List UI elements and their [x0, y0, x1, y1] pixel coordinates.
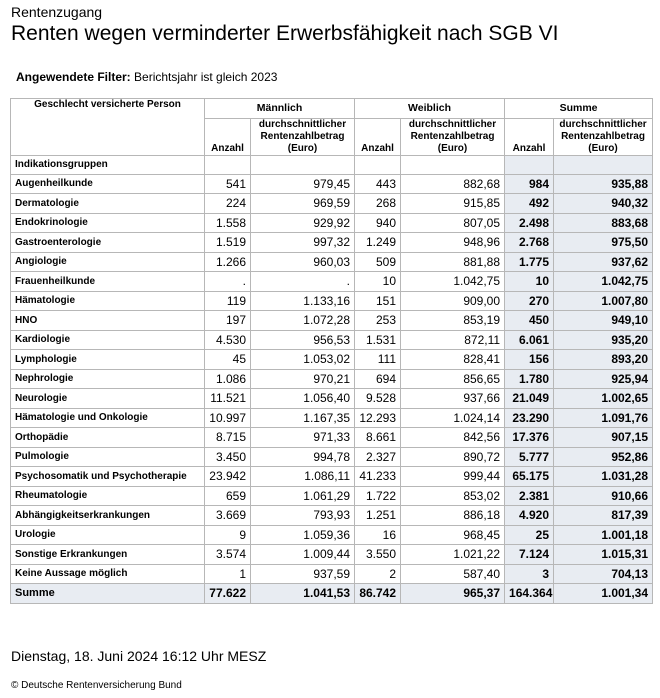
table-row [11, 506, 653, 526]
cell-count-weiblich: 9.528 [355, 389, 401, 409]
cell-avg-weiblich: 1.021,22 [401, 545, 505, 565]
cell-count-summe: 23.290 [505, 408, 554, 428]
total-count-maennlich: 77.622 [205, 584, 251, 604]
cell-count-maennlich: 8.715 [205, 428, 251, 448]
table-row [11, 408, 653, 428]
cell-count-maennlich: . [205, 272, 251, 292]
cell-count-maennlich: 1.266 [205, 252, 251, 272]
cell-avg-summe: 925,94 [554, 369, 653, 389]
cell-count-summe: 17.376 [505, 428, 554, 448]
row-label: Hämatologie und Onkologie [11, 408, 205, 428]
filter-label: Angewendete Filter: [16, 70, 131, 84]
table-row [11, 486, 653, 506]
empty-cell [505, 155, 554, 174]
cell-count-summe: 4.920 [505, 506, 554, 526]
cell-avg-weiblich: 1.024,14 [401, 408, 505, 428]
table-row [11, 525, 653, 545]
cell-count-weiblich: 509 [355, 252, 401, 272]
page-title: Renten wegen verminderter Erwerbsfähigkeit nach SGB VI [11, 22, 559, 45]
cell-count-maennlich: 3.450 [205, 447, 251, 467]
row-label: Urologie [11, 525, 205, 545]
table-row [11, 467, 653, 487]
cell-count-weiblich: 1.722 [355, 486, 401, 506]
empty-cell [355, 155, 401, 174]
cell-avg-weiblich: 587,40 [401, 564, 505, 584]
cell-count-maennlich: 23.942 [205, 467, 251, 487]
cell-count-summe: 270 [505, 291, 554, 311]
cell-count-weiblich: 940 [355, 213, 401, 233]
table-row [11, 447, 653, 467]
cell-avg-summe: 1.031,28 [554, 467, 653, 487]
cell-avg-summe: 1.091,76 [554, 408, 653, 428]
cell-avg-weiblich: 937,66 [401, 389, 505, 409]
cell-count-maennlich: 197 [205, 311, 251, 331]
total-count-weiblich: 86.742 [355, 584, 401, 604]
cell-count-maennlich: 1.558 [205, 213, 251, 233]
cell-avg-weiblich: 842,56 [401, 428, 505, 448]
cell-avg-weiblich: 853,02 [401, 486, 505, 506]
cell-avg-summe: 952,86 [554, 447, 653, 467]
cell-avg-maennlich: 1.009,44 [251, 545, 355, 565]
corner-header: Geschlecht versicherte Person [11, 99, 205, 156]
total-avg-summe: 1.001,34 [554, 584, 653, 604]
cell-count-maennlich: 11.521 [205, 389, 251, 409]
cell-avg-maennlich: 1.072,28 [251, 311, 355, 331]
cell-count-weiblich: 41.233 [355, 467, 401, 487]
col-header-count: Anzahl [355, 118, 401, 155]
cell-avg-weiblich: 828,41 [401, 350, 505, 370]
col-header-avg: durchschnittlicher Rentenzahlbetrag (Euro) [554, 118, 653, 155]
statistics-table [10, 98, 653, 604]
empty-cell [205, 155, 251, 174]
cell-avg-maennlich: 929,92 [251, 213, 355, 233]
row-label: Hämatologie [11, 291, 205, 311]
cell-avg-maennlich: 937,59 [251, 564, 355, 584]
cell-count-maennlich: 1.086 [205, 369, 251, 389]
cell-avg-maennlich: 1.059,36 [251, 525, 355, 545]
row-label: Endokrinologie [11, 213, 205, 233]
cell-avg-maennlich: 960,03 [251, 252, 355, 272]
empty-cell [401, 155, 505, 174]
row-label: Nephrologie [11, 369, 205, 389]
cell-count-weiblich: 8.661 [355, 428, 401, 448]
cell-count-maennlich: 541 [205, 174, 251, 194]
cell-count-weiblich: 16 [355, 525, 401, 545]
timestamp: Dienstag, 18. Juni 2024 16:12 Uhr MESZ [11, 648, 267, 664]
col-header-count: Anzahl [505, 118, 554, 155]
row-label: Abhängigkeitserkrankungen [11, 506, 205, 526]
table-row [11, 545, 653, 565]
row-label: Rheumatologie [11, 486, 205, 506]
cell-avg-summe: 1.042,75 [554, 272, 653, 292]
table-row [11, 350, 653, 370]
table-row [11, 564, 653, 584]
cell-avg-summe: 1.007,80 [554, 291, 653, 311]
cell-count-weiblich: 1.531 [355, 330, 401, 350]
cell-avg-weiblich: 853,19 [401, 311, 505, 331]
cell-count-maennlich: 3.669 [205, 506, 251, 526]
cell-count-maennlich: 1.519 [205, 233, 251, 253]
cell-count-summe: 156 [505, 350, 554, 370]
cell-count-summe: 10 [505, 272, 554, 292]
cell-avg-weiblich: 890,72 [401, 447, 505, 467]
section-row [11, 155, 653, 174]
cell-count-weiblich: 268 [355, 194, 401, 214]
total-avg-weiblich: 965,37 [401, 584, 505, 604]
row-label: HNO [11, 311, 205, 331]
cell-count-summe: 2.381 [505, 486, 554, 506]
cell-avg-weiblich: 856,65 [401, 369, 505, 389]
cell-avg-weiblich: 999,44 [401, 467, 505, 487]
group-header-summe: Summe [505, 99, 653, 119]
group-header-weiblich: Weiblich [355, 99, 505, 119]
cell-count-weiblich: 253 [355, 311, 401, 331]
cell-count-weiblich: 694 [355, 369, 401, 389]
cell-avg-summe: 1.015,31 [554, 545, 653, 565]
cell-avg-weiblich: 881,88 [401, 252, 505, 272]
cell-avg-summe: 883,68 [554, 213, 653, 233]
cell-avg-weiblich: 872,11 [401, 330, 505, 350]
table-row [11, 252, 653, 272]
cell-avg-weiblich: 886,18 [401, 506, 505, 526]
cell-count-summe: 21.049 [505, 389, 554, 409]
cell-avg-maennlich: 793,93 [251, 506, 355, 526]
copyright-notice: © Deutsche Rentenversicherung Bund [11, 680, 182, 691]
table-row [11, 330, 653, 350]
table-row [11, 428, 653, 448]
cell-count-weiblich: 443 [355, 174, 401, 194]
cell-count-maennlich: 4.530 [205, 330, 251, 350]
cell-avg-summe: 1.002,65 [554, 389, 653, 409]
table-row [11, 233, 653, 253]
row-label: Sonstige Erkrankungen [11, 545, 205, 565]
cell-avg-summe: 1.001,18 [554, 525, 653, 545]
cell-count-maennlich: 3.574 [205, 545, 251, 565]
cell-avg-summe: 940,32 [554, 194, 653, 214]
cell-avg-maennlich: 971,33 [251, 428, 355, 448]
group-header-maennlich: Männlich [205, 99, 355, 119]
cell-avg-maennlich: 997,32 [251, 233, 355, 253]
cell-count-weiblich: 1.249 [355, 233, 401, 253]
row-label: Frauenheilkunde [11, 272, 205, 292]
cell-avg-weiblich: 948,96 [401, 233, 505, 253]
cell-count-maennlich: 659 [205, 486, 251, 506]
cell-avg-summe: 817,39 [554, 506, 653, 526]
cell-count-maennlich: 119 [205, 291, 251, 311]
row-label: Kardiologie [11, 330, 205, 350]
row-label: Lymphologie [11, 350, 205, 370]
cell-count-weiblich: 1.251 [355, 506, 401, 526]
empty-cell [251, 155, 355, 174]
cell-avg-weiblich: 909,00 [401, 291, 505, 311]
total-count-summe: 164.364 [505, 584, 554, 604]
cell-avg-weiblich: 968,45 [401, 525, 505, 545]
cell-avg-summe: 949,10 [554, 311, 653, 331]
cell-count-summe: 1.775 [505, 252, 554, 272]
cell-count-summe: 2.768 [505, 233, 554, 253]
cell-avg-maennlich: 970,21 [251, 369, 355, 389]
cell-avg-summe: 910,66 [554, 486, 653, 506]
table-row [11, 311, 653, 331]
cell-count-summe: 450 [505, 311, 554, 331]
table-row [11, 369, 653, 389]
row-label: Keine Aussage möglich [11, 564, 205, 584]
cell-avg-maennlich: 1.056,40 [251, 389, 355, 409]
table-row [11, 272, 653, 292]
cell-avg-weiblich: 882,68 [401, 174, 505, 194]
cell-avg-maennlich: 994,78 [251, 447, 355, 467]
table-row [11, 194, 653, 214]
cell-avg-summe: 935,20 [554, 330, 653, 350]
cell-count-summe: 984 [505, 174, 554, 194]
row-label: Gastroenterologie [11, 233, 205, 253]
cell-count-maennlich: 224 [205, 194, 251, 214]
table-row [11, 389, 653, 409]
total-row [11, 584, 653, 604]
cell-avg-maennlich: 1.167,35 [251, 408, 355, 428]
cell-avg-summe: 937,62 [554, 252, 653, 272]
cell-count-summe: 5.777 [505, 447, 554, 467]
total-avg-maennlich: 1.041,53 [251, 584, 355, 604]
cell-count-maennlich: 1 [205, 564, 251, 584]
cell-count-weiblich: 151 [355, 291, 401, 311]
total-label: Summe [11, 584, 205, 604]
row-label: Neurologie [11, 389, 205, 409]
cell-avg-summe: 975,50 [554, 233, 653, 253]
cell-count-weiblich: 2.327 [355, 447, 401, 467]
row-label: Augenheilkunde [11, 174, 205, 194]
row-label: Orthopädie [11, 428, 205, 448]
cell-avg-weiblich: 915,85 [401, 194, 505, 214]
cell-avg-maennlich: 1.086,11 [251, 467, 355, 487]
filter-value: Berichtsjahr ist gleich 2023 [134, 70, 278, 84]
cell-avg-weiblich: 807,05 [401, 213, 505, 233]
cell-avg-summe: 704,13 [554, 564, 653, 584]
section-label: Indikationsgruppen [11, 155, 205, 174]
cell-avg-maennlich: . [251, 272, 355, 292]
row-label: Psychosomatik und Psychotherapie [11, 467, 205, 487]
cell-avg-summe: 907,15 [554, 428, 653, 448]
cell-avg-maennlich: 1.053,02 [251, 350, 355, 370]
cell-count-summe: 3 [505, 564, 554, 584]
col-header-avg: durchschnittlicher Rentenzahlbetrag (Euro) [251, 118, 355, 155]
row-label: Pulmologie [11, 447, 205, 467]
row-label: Angiologie [11, 252, 205, 272]
cell-count-weiblich: 10 [355, 272, 401, 292]
cell-count-summe: 2.498 [505, 213, 554, 233]
cell-avg-maennlich: 1.133,16 [251, 291, 355, 311]
cell-avg-weiblich: 1.042,75 [401, 272, 505, 292]
cell-count-summe: 1.780 [505, 369, 554, 389]
empty-cell [554, 155, 653, 174]
cell-avg-maennlich: 956,53 [251, 330, 355, 350]
cell-count-weiblich: 2 [355, 564, 401, 584]
cell-avg-maennlich: 979,45 [251, 174, 355, 194]
col-header-avg: durchschnittlicher Rentenzahlbetrag (Euro) [401, 118, 505, 155]
cell-count-maennlich: 10.997 [205, 408, 251, 428]
page-supertitle: Rentenzugang [11, 4, 103, 20]
cell-count-weiblich: 3.550 [355, 545, 401, 565]
cell-count-weiblich: 12.293 [355, 408, 401, 428]
table-row [11, 291, 653, 311]
cell-count-maennlich: 9 [205, 525, 251, 545]
cell-count-summe: 7.124 [505, 545, 554, 565]
cell-avg-maennlich: 1.061,29 [251, 486, 355, 506]
col-header-count: Anzahl [205, 118, 251, 155]
table-row [11, 174, 653, 194]
cell-count-summe: 6.061 [505, 330, 554, 350]
cell-avg-maennlich: 969,59 [251, 194, 355, 214]
cell-avg-summe: 893,20 [554, 350, 653, 370]
row-label: Dermatologie [11, 194, 205, 214]
applied-filter [16, 70, 277, 84]
cell-count-summe: 65.175 [505, 467, 554, 487]
cell-count-maennlich: 45 [205, 350, 251, 370]
cell-avg-summe: 935,88 [554, 174, 653, 194]
cell-count-weiblich: 111 [355, 350, 401, 370]
cell-count-summe: 492 [505, 194, 554, 214]
cell-count-summe: 25 [505, 525, 554, 545]
table-row [11, 213, 653, 233]
